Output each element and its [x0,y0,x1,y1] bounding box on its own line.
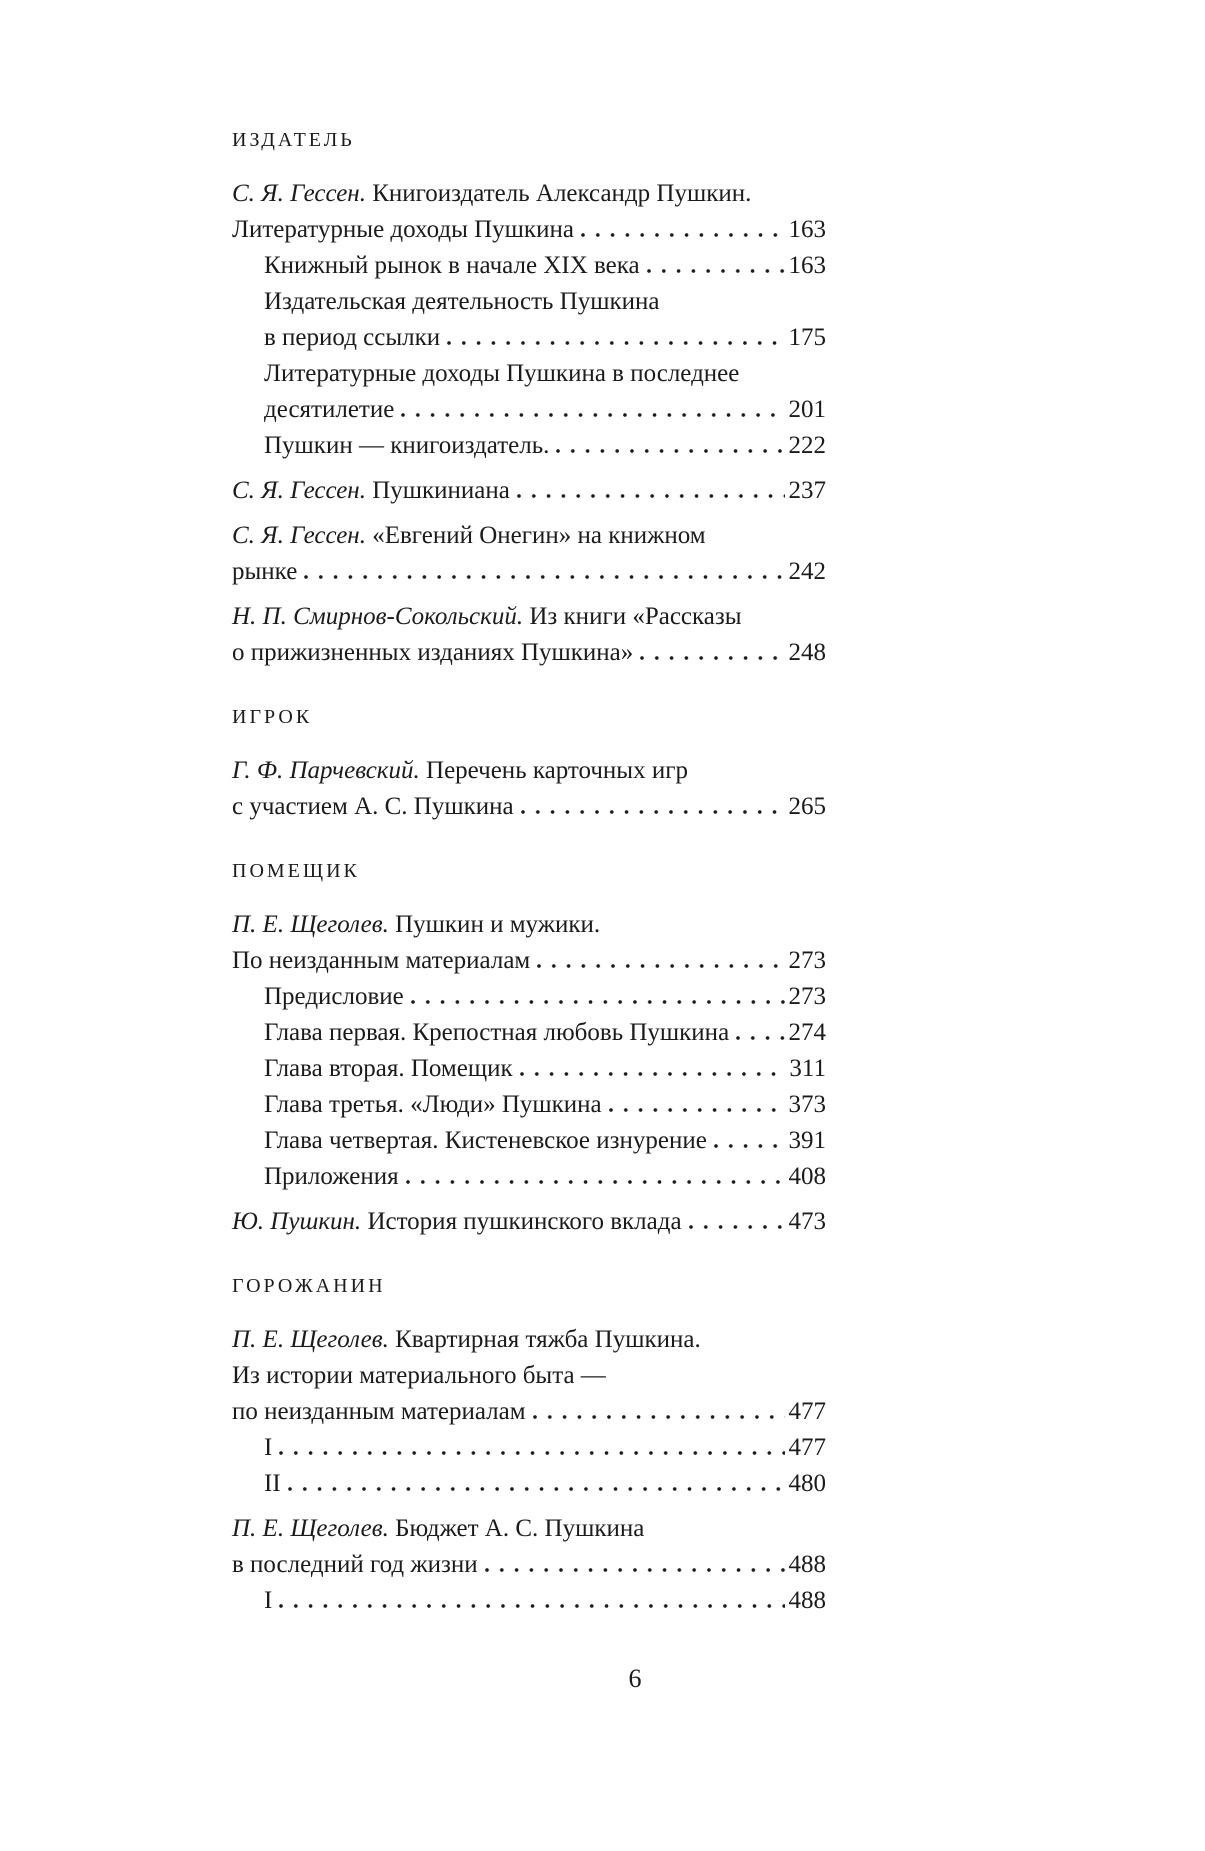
toc-section [232,126,826,671]
page-number: 274 [788,1019,826,1046]
author-name: П. Е. Щеголев. [232,911,389,938]
page-number: 163 [788,252,826,279]
toc-line [232,599,826,635]
page-footer [629,1664,642,1694]
entry-text: I [264,1587,273,1614]
entry-text: Книжный рынок в начале XIX века [264,252,640,279]
page-number: 248 [788,639,826,666]
toc-line [232,1322,826,1358]
toc-line [232,284,826,320]
toc-line [232,907,826,943]
entry-text: Глава четвертая. Кистеневское изнурение [264,1127,707,1154]
entry-text: Из истории материального быта — [232,1362,606,1389]
author-name: С. Я. Гессен. [232,522,366,549]
author-name: П. Е. Щеголев. [232,1326,389,1353]
section-entries [232,1322,826,1619]
page-number: 273 [788,947,826,974]
toc-entry [232,753,826,825]
page-number: 473 [788,1208,826,1235]
toc-line [232,554,826,590]
entry-text: в последний год жизни [232,1551,478,1578]
entry-title: Перечень карточных игр [426,757,688,784]
dot-leader [304,573,784,579]
entry-title: Бюджет А. С. Пушкина [395,1515,645,1542]
toc-line [232,1511,826,1547]
entry-title: Пушкин и мужики. [395,911,601,938]
toc-line [232,428,826,464]
entry-title: Квартирная тяжба Пушкина. [395,1326,701,1353]
dot-leader [736,1034,784,1040]
entry-text: Глава первая. Крепостная любовь Пушкина [264,1019,730,1046]
dot-leader [279,1449,784,1455]
toc-line [232,1394,826,1430]
page-number: 163 [788,216,826,243]
toc-line [232,392,826,428]
toc-line [232,176,826,212]
dot-leader [714,1142,785,1148]
dot-leader [447,339,784,345]
entry-title: Из книги «Рассказы [529,603,742,630]
section-heading: ПОМЕЩИК [232,860,360,882]
entry-text: Глава вторая. Помещик [264,1055,513,1082]
toc-line [232,518,826,554]
author-name: С. Я. Гессен. [232,477,366,504]
toc-line [232,1547,826,1583]
entry-text: по неизданным материалам [232,1398,526,1425]
entry-text: Литературные доходы Пушкина [232,216,574,243]
toc-entry [232,518,826,590]
toc-entry [232,1511,826,1619]
dot-leader [581,231,785,237]
toc-section [232,703,826,825]
dot-leader [537,962,784,968]
toc-line [232,1123,826,1159]
dot-leader [288,1485,785,1491]
entry-text: Издательская деятельность Пушкина [264,288,660,315]
entry-text: Литературные доходы Пушкина в последнее [264,360,740,387]
section-heading: ИЗДАТЕЛЬ [232,129,355,151]
entry-title: Пушкиниана [372,477,510,504]
folio-number: 6 [628,1664,642,1693]
author-name: С. Я. Гессен. [232,180,366,207]
entry-first-line [232,907,600,943]
section-heading: ГОРОЖАНИН [232,1275,386,1297]
toc-line [232,979,826,1015]
dot-leader [533,1413,785,1419]
toc-line [232,943,826,979]
entry-title: Книгоиздатель Александр Пушкин. [372,180,752,207]
toc-section [232,857,826,1240]
toc-line [232,320,826,356]
page-number: 222 [788,432,826,459]
entry-text: По неизданным материалам [232,947,531,974]
toc-entry [232,176,826,464]
entry-text: Глава третья. «Люди» Пушкина [264,1091,602,1118]
page-number: 201 [788,396,826,423]
page-number: 408 [788,1163,826,1190]
author-name: Ю. Пушкин. [232,1208,362,1235]
toc-line [232,1430,826,1466]
toc-line [232,1087,826,1123]
page-number: 488 [788,1551,826,1578]
dot-leader [521,808,785,814]
toc-entry [232,1204,826,1240]
entry-text: рынке [232,558,298,585]
entry-first-line [232,753,688,789]
page-number: 237 [788,477,826,504]
entry-text: Предисловие [264,983,404,1010]
entry-text: Пушкин — книгоиздатель. [264,432,550,459]
dot-leader [411,998,785,1004]
toc-line [232,1015,826,1051]
toc-line [232,212,826,248]
toc-line [232,248,826,284]
page-number: 477 [788,1398,826,1425]
entry-text: I [264,1434,273,1461]
toc-line [232,1583,826,1619]
page-number: 373 [788,1091,826,1118]
page-number: 311 [789,1055,826,1082]
toc-line [232,1159,826,1195]
dot-leader [647,267,785,273]
toc-entry [232,1322,826,1502]
entry-text: Приложения [264,1163,399,1190]
entry-text: с участием А. С. Пушкина [232,793,514,820]
entry-text: десятилетие [264,396,395,423]
dot-leader [485,1566,785,1572]
dot-leader [640,654,784,660]
dot-leader [406,1178,785,1184]
toc-line [232,1466,826,1502]
entry-title: «Евгений Онегин» на книжном [372,522,706,549]
entry-text: в период ссылки [264,324,441,351]
page-number: 242 [788,558,826,585]
dot-leader [517,492,785,498]
page-number: 273 [788,983,826,1010]
dot-leader [279,1602,784,1608]
toc [232,126,826,1619]
toc-entry [232,473,826,509]
page-number: 175 [788,324,826,351]
entry-first-line [232,1204,682,1240]
toc-line [232,635,826,671]
toc-line [232,473,826,509]
entry-first-line [232,176,751,212]
page-number: 477 [788,1434,826,1461]
entry-text: II [264,1470,281,1497]
toc-section [232,1272,826,1619]
dot-leader [520,1070,786,1076]
page-number: 265 [788,793,826,820]
entry-first-line [232,599,742,635]
section-entries [232,176,826,671]
toc-line [232,1204,826,1240]
toc-line [232,1358,826,1394]
entry-first-line [232,518,706,554]
dot-leader [556,447,784,453]
page-number: 480 [788,1470,826,1497]
section-entries [232,753,826,825]
section-entries [232,907,826,1240]
entry-title: История пушкинского вклада [367,1208,682,1235]
section-heading: ИГРОК [232,706,313,728]
page-number: 391 [788,1127,826,1154]
author-name: П. Е. Щеголев. [232,1515,389,1542]
toc-entry [232,907,826,1195]
dot-leader [401,411,784,417]
entry-first-line [232,1322,701,1358]
toc-line [232,789,826,825]
entry-first-line [232,1511,644,1547]
dot-leader [609,1106,785,1112]
toc-entry [232,599,826,671]
author-name: Н. П. Смирнов-Сокольский. [232,603,524,630]
page-number: 488 [788,1587,826,1614]
entry-text: о прижизненных изданиях Пушкина» [232,639,634,666]
toc-line [232,356,826,392]
entry-first-line [232,473,510,509]
author-name: Г. Ф. Парчевский. [232,757,420,784]
dot-leader [689,1223,785,1229]
toc-line [232,1051,826,1087]
toc-line [232,753,826,789]
